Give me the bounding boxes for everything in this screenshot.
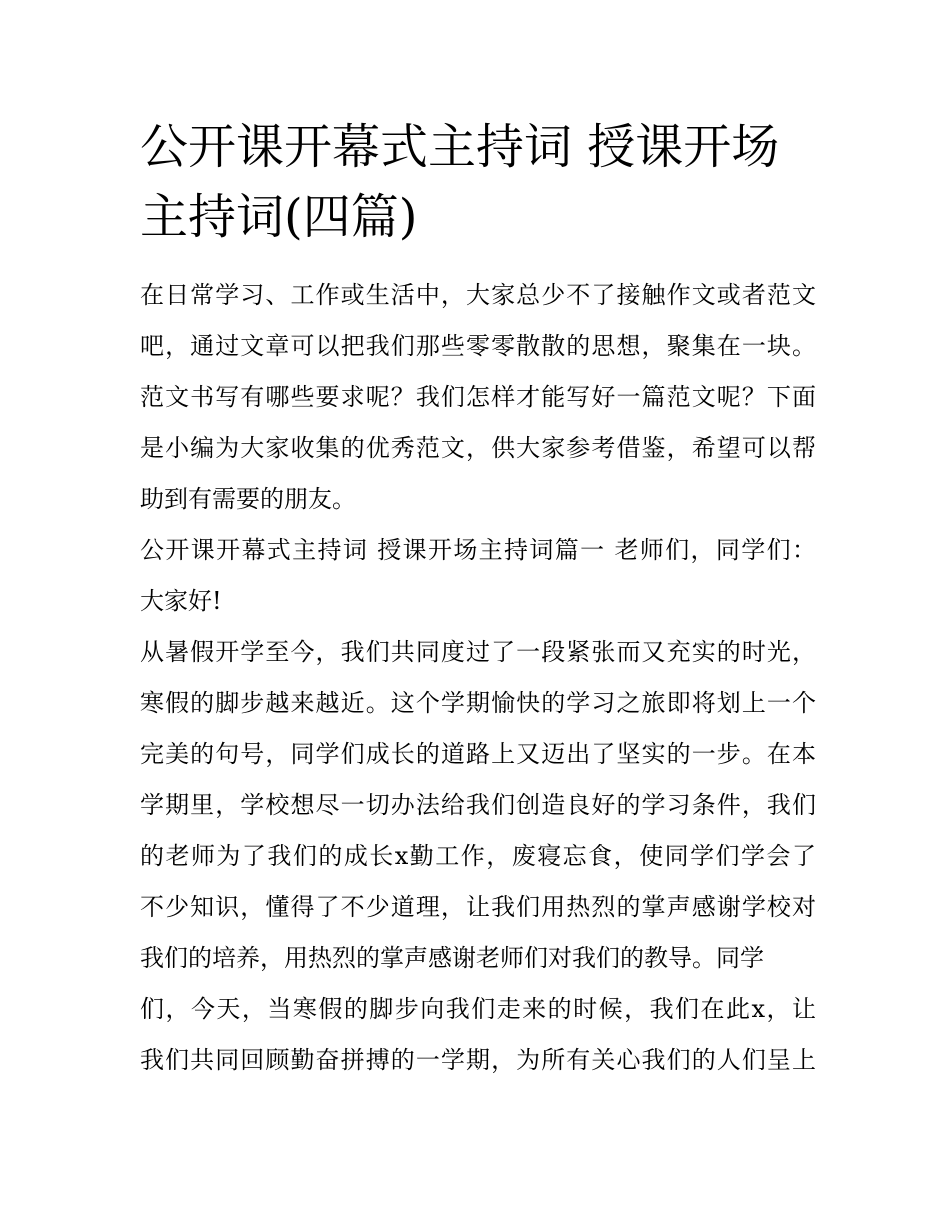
body-line: 们，今天，当寒假的脚步向我们走来的时候，我们在此x，让 xyxy=(140,995,816,1023)
body-line: 范文书写有哪些要求呢？我们怎样才能写好一篇范文呢？下面 xyxy=(140,383,816,411)
body-line: 寒假的脚步越来越近。这个学期愉快的学习之旅即将划上一个 xyxy=(140,689,816,717)
section-heading-line: 公开课开幕式主持词 授课开场主持词篇一 老师们，同学们： xyxy=(140,536,816,564)
greeting-line: 大家好! xyxy=(140,587,222,615)
body-line: 从暑假开学至今，我们共同度过了一段紧张而又充实的时光， xyxy=(140,638,816,666)
document-body xyxy=(140,270,816,1086)
body-line: 助到有需要的朋友。 xyxy=(140,485,356,513)
body-line: 我们的培养，用热烈的掌声感谢老师们对我们的教导。同学 xyxy=(140,944,764,972)
body-line: 在日常学习、工作或生活中，大家总少不了接触作文或者范文 xyxy=(140,281,816,309)
body-line: 我们共同回顾勤奋拼搏的一学期，为所有关心我们的人们呈上 xyxy=(140,1046,816,1074)
document-page xyxy=(140,112,816,1086)
body-line: 完美的句号，同学们成长的道路上又迈出了坚实的一步。在本 xyxy=(140,740,816,768)
title-line-2: 主持词(四篇) xyxy=(140,189,418,245)
body-line: 的老师为了我们的成长x勤工作，废寝忘食，使同学们学会了 xyxy=(140,842,816,870)
title-line-1: 公开课开幕式主持词 授课开场 xyxy=(140,119,780,175)
body-line: 不少知识，懂得了不少道理，让我们用热烈的掌声感谢学校对 xyxy=(140,893,816,921)
body-line: 是小编为大家收集的优秀范文，供大家参考借鉴，希望可以帮 xyxy=(140,434,816,462)
document-title xyxy=(140,112,816,252)
body-line: 吧，通过文章可以把我们那些零零散散的思想，聚集在一块。 xyxy=(140,332,816,360)
body-line: 学期里，学校想尽一切办法给我们创造良好的学习条件，我们 xyxy=(140,791,816,819)
